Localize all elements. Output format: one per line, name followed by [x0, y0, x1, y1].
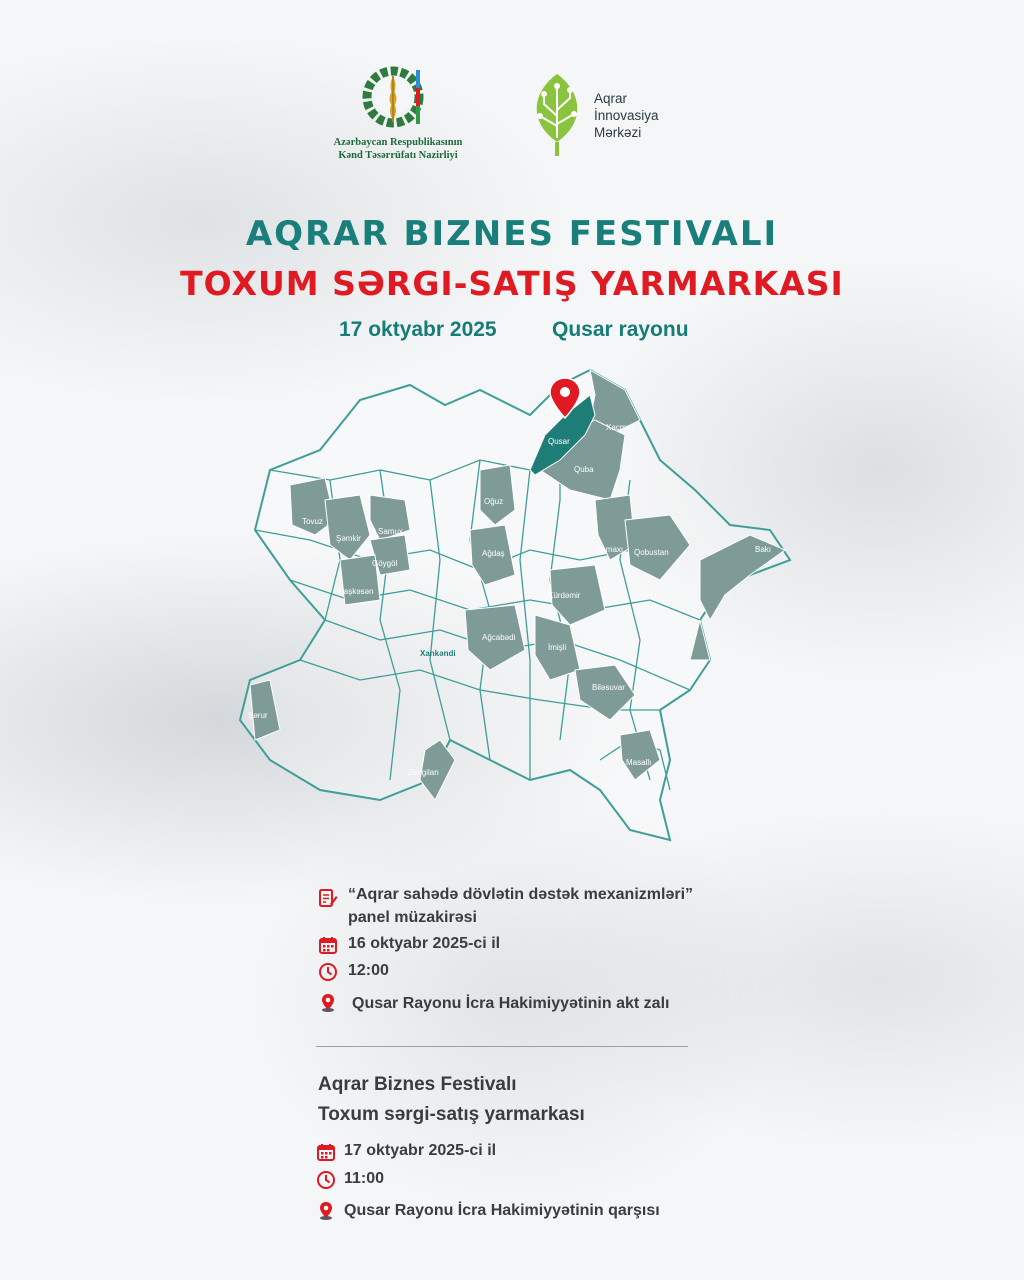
- map-label: Qobustan: [634, 548, 669, 557]
- map-label: Masallı: [626, 758, 652, 767]
- map-label: Samux: [378, 527, 403, 536]
- event-location: Qusar rayonu: [552, 318, 689, 341]
- clock-icon: [316, 1170, 336, 1190]
- map-label: Daşkəsən: [338, 587, 374, 596]
- map-label: Ağcabədi: [482, 633, 516, 642]
- map-label: Zəngilan: [408, 768, 439, 777]
- section-divider: [316, 1046, 688, 1047]
- map-label: Şamaxı: [596, 545, 624, 554]
- map-label: Xankəndi: [420, 649, 456, 658]
- map-label: Qusar: [548, 437, 570, 446]
- aim-name-line1: Aqrar: [594, 91, 628, 106]
- calendar-icon: [318, 935, 338, 955]
- map-label: Şərur: [248, 711, 268, 720]
- location-pin-icon: [318, 993, 338, 1013]
- map-label: Göygöl: [372, 559, 398, 568]
- fair-date: 17 oktyabr 2025-ci il: [344, 1142, 497, 1159]
- map-label: Şəmkir: [336, 534, 361, 543]
- ministry-emblem-icon: [360, 62, 430, 132]
- fair-time: 11:00: [344, 1170, 385, 1187]
- map-label: Xaçmaz: [606, 423, 635, 432]
- map-label: Bakı: [755, 545, 772, 554]
- document-pen-icon: [318, 888, 338, 908]
- panel-date: 16 oktyabr 2025-ci il: [348, 935, 501, 952]
- aim-name-line2: İnnovasiya: [594, 108, 659, 123]
- map-label: İmişli: [548, 643, 567, 652]
- panel-place: Qusar Rayonu İcra Hakimiyyətinin akt zalı: [352, 995, 670, 1012]
- map-label: Oğuz: [484, 497, 504, 506]
- leaf-circuit-icon: [524, 72, 590, 158]
- event-date: 17 oktyabr 2025: [339, 318, 497, 341]
- fair-place: Qusar Rayonu İcra Hakimiyyətinin qarşısı: [344, 1202, 660, 1219]
- map-label: Biləsuvar: [592, 683, 625, 692]
- ministry-caption-line2: Kənd Təsərrüfatı Nazirliyi: [338, 150, 458, 161]
- calendar-icon: [316, 1142, 336, 1162]
- fair-info-title-line2: Toxum sərgi-satış yarmarkası: [318, 1104, 585, 1125]
- panel-time: 12:00: [348, 962, 389, 979]
- panel-title-line1: “Aqrar sahədə dövlətin dəstək mexanizmləri”: [348, 886, 694, 903]
- map-label: Kürdəmir: [548, 591, 581, 600]
- location-pin-icon: [316, 1201, 336, 1221]
- clock-icon: [318, 962, 338, 982]
- azerbaijan-map: [230, 360, 810, 850]
- map-label: Ağdaş: [482, 549, 505, 558]
- fair-info-title-line1: Aqrar Biznes Festivalı: [318, 1074, 517, 1095]
- panel-title-line2: panel müzakirəsi: [348, 909, 477, 926]
- map-label: Quba: [574, 465, 594, 474]
- aim-logo: [524, 72, 694, 162]
- map-label: Tovuz: [302, 517, 323, 526]
- aim-name-line3: Mərkəzi: [594, 125, 642, 140]
- festival-title: AQRAR BIZNES FESTIVALI: [245, 214, 779, 254]
- ministry-logo: [318, 62, 478, 172]
- ministry-caption-line1: Azərbaycan Respublikasının: [333, 137, 463, 148]
- fair-title: TOXUM SƏRGI-SATIŞ YARMARKASI: [180, 264, 844, 303]
